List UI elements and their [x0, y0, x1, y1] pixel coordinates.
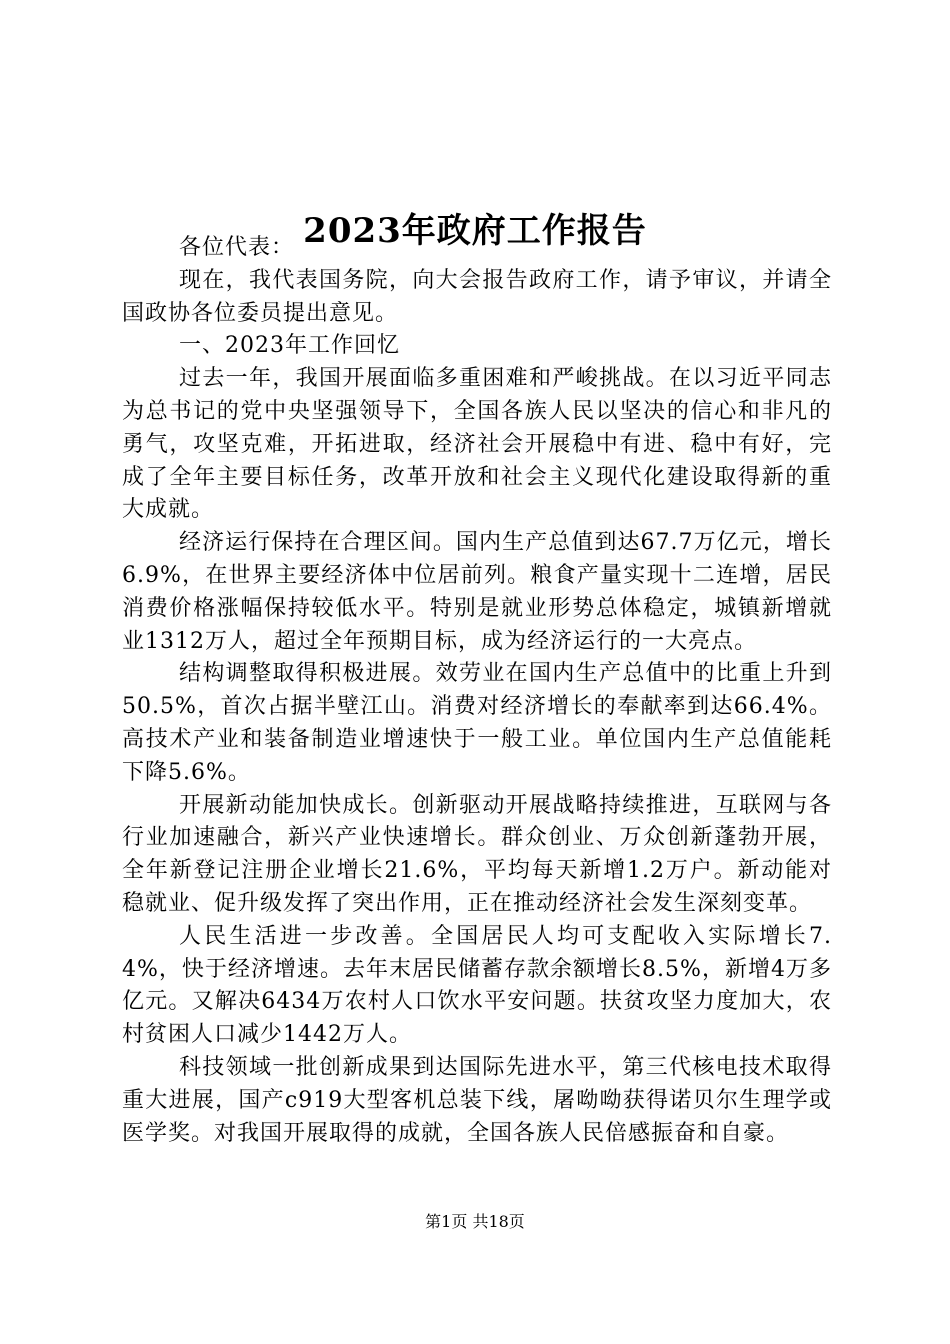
livelihood-paragraph: 人民生活进一步改善。全国居民人均可支配收入实际增长7.4%，快于经济增速。去年末居民储蓄存款余额增长8.5%，新增4万多亿元。又解决6434万农村人口饮水平安问题。扶贫攻坚力度加大，农村贫困人口减少1442万人。 — [122, 923, 832, 1048]
page-number-footer: 第1页 共18页 — [425, 1212, 525, 1231]
economy-paragraph: 经济运行保持在合理区间。国内生产总值到达67.7万亿元，增长6.9%，在世界主要经济体中位居前列。粮食产量实现十二连增，居民消费价格涨幅保持较低水平。特别是就业形势总体稳定，城镇新增就业1312万人，超过全年预期目标，成为经济运行的一大亮点。 — [122, 530, 832, 654]
technology-paragraph: 科技领域一批创新成果到达国际先进水平，第三代核电技术取得重大进展，国产c919大型客机总装下线，屠呦呦获得诺贝尔生理学或医学奖。对我国开展取得的成就，全国各族人民倍感振奋和自豪。 — [122, 1054, 832, 1146]
intro-paragraph: 现在，我代表国务院，向大会报告政府工作，请予审议，并请全国政协各位委员提出意见。 — [122, 267, 832, 326]
review-paragraph: 过去一年，我国开展面临多重困难和严峻挑战。在以习近平同志为总书记的党中央坚强领导下，全国各族人民以坚决的信心和非凡的勇气，攻坚克难，开拓进取，经济社会开展稳中有进、稳中有好，完成了全年主要目标任务，改革开放和社会主义现代化建设取得新的重大成就。 — [122, 366, 832, 523]
document-title: 2023年政府工作报告 — [303, 210, 647, 251]
document-body — [122, 232, 832, 1150]
greeting-paragraph: 各位代表： — [179, 235, 295, 260]
structure-paragraph: 结构调整取得积极进展。效劳业在国内生产总值中的比重上升到50.5%，首次占据半壁江山。消费对经济增长的奉献率到达66.4%。高技术产业和装备制造业增速快于一般工业。单位国内生产总值能耗下降5.6%。 — [122, 661, 832, 785]
section-heading: 一、2023年工作回忆 — [179, 333, 400, 359]
new-momentum-paragraph: 开展新动能加快成长。创新驱动开展战略持续推进，互联网与各行业加速融合，新兴产业快速增长。群众创业、万众创新蓬勃开展，全年新登记注册企业增长21.6%，平均每天新增1.2万户。新动能对稳就业、促升级发挥了突出作用，正在推动经济社会发生深刻变革。 — [122, 792, 832, 916]
